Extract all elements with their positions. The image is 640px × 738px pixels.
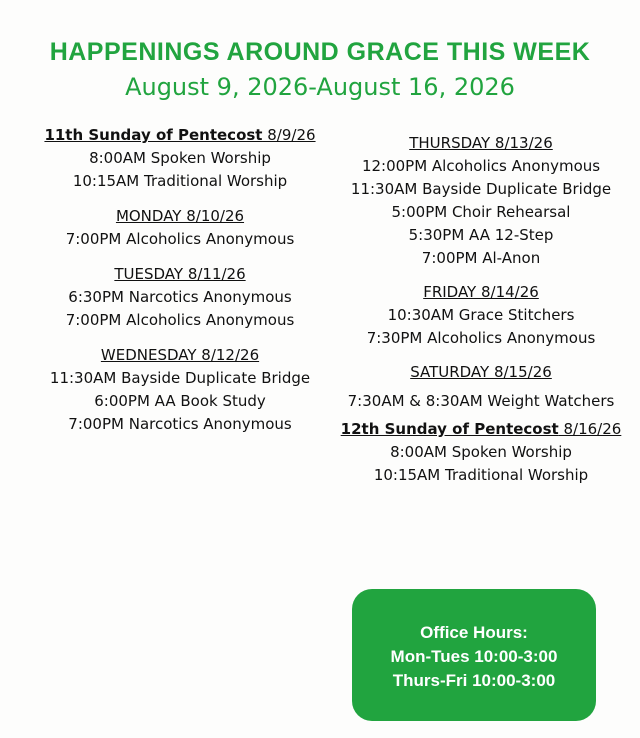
office-hours-title: Office Hours: xyxy=(420,623,528,642)
event-line: 6:00PM AA Book Study xyxy=(94,392,266,410)
day-block-wednesday xyxy=(30,344,330,436)
event-line: 7:00PM Narcotics Anonymous xyxy=(68,415,292,433)
day-heading: SATURDAY 8/15/26 xyxy=(410,363,552,381)
event-line: 11:30AM Bayside Duplicate Bridge xyxy=(49,369,311,387)
event-line: 7:00PM Alcoholics Anonymous xyxy=(65,230,295,248)
day-block-monday xyxy=(30,205,330,251)
schedule-right-column xyxy=(316,132,640,487)
day-heading: 12th Sunday of Pentecost 8/16/26 xyxy=(340,420,622,438)
day-block-friday xyxy=(316,281,640,350)
event-line: 10:15AM Traditional Worship xyxy=(373,466,589,484)
day-heading: 11th Sunday of Pentecost 8/9/26 xyxy=(44,126,316,144)
day-heading: THURSDAY 8/13/26 xyxy=(409,134,553,152)
event-line: 12:00PM Alcoholics Anonymous xyxy=(361,157,601,175)
day-block-tuesday xyxy=(30,263,330,332)
event-line: 8:00AM Spoken Worship xyxy=(89,149,271,167)
day-block-sunday-8-16 xyxy=(316,418,640,487)
day-heading: WEDNESDAY 8/12/26 xyxy=(100,346,260,364)
schedule-left-column xyxy=(30,124,330,436)
office-hours-line: Thurs-Fri 10:00-3:00 xyxy=(392,671,556,690)
page-title: HAPPENINGS AROUND GRACE THIS WEEK xyxy=(49,38,591,66)
day-heading: TUESDAY 8/11/26 xyxy=(114,265,246,283)
day-heading: FRIDAY 8/14/26 xyxy=(423,283,539,301)
event-line: 7:00PM Alcoholics Anonymous xyxy=(65,311,295,329)
event-line: 11:30AM Bayside Duplicate Bridge xyxy=(350,180,612,198)
day-block-sunday-8-9 xyxy=(30,124,330,193)
event-line: 10:15AM Traditional Worship xyxy=(72,172,288,190)
event-line: 7:30AM & 8:30AM Weight Watchers xyxy=(347,392,615,410)
event-line: 5:00PM Choir Rehearsal xyxy=(391,203,571,221)
office-hours-line: Mon-Tues 10:00-3:00 xyxy=(390,647,558,666)
event-line: 5:30PM AA 12-Step xyxy=(408,226,554,244)
event-line: 8:00AM Spoken Worship xyxy=(390,443,572,461)
office-hours-box xyxy=(352,589,596,721)
date-range: August 9, 2026-August 16, 2026 xyxy=(125,73,515,101)
event-line: 7:00PM Al-Anon xyxy=(421,249,541,267)
event-line: 7:30PM Alcoholics Anonymous xyxy=(366,329,596,347)
day-block-saturday xyxy=(316,361,640,413)
day-block-thursday xyxy=(316,132,640,270)
day-heading: MONDAY 8/10/26 xyxy=(115,207,245,225)
event-line: 10:30AM Grace Stitchers xyxy=(387,306,575,324)
event-line: 6:30PM Narcotics Anonymous xyxy=(68,288,292,306)
